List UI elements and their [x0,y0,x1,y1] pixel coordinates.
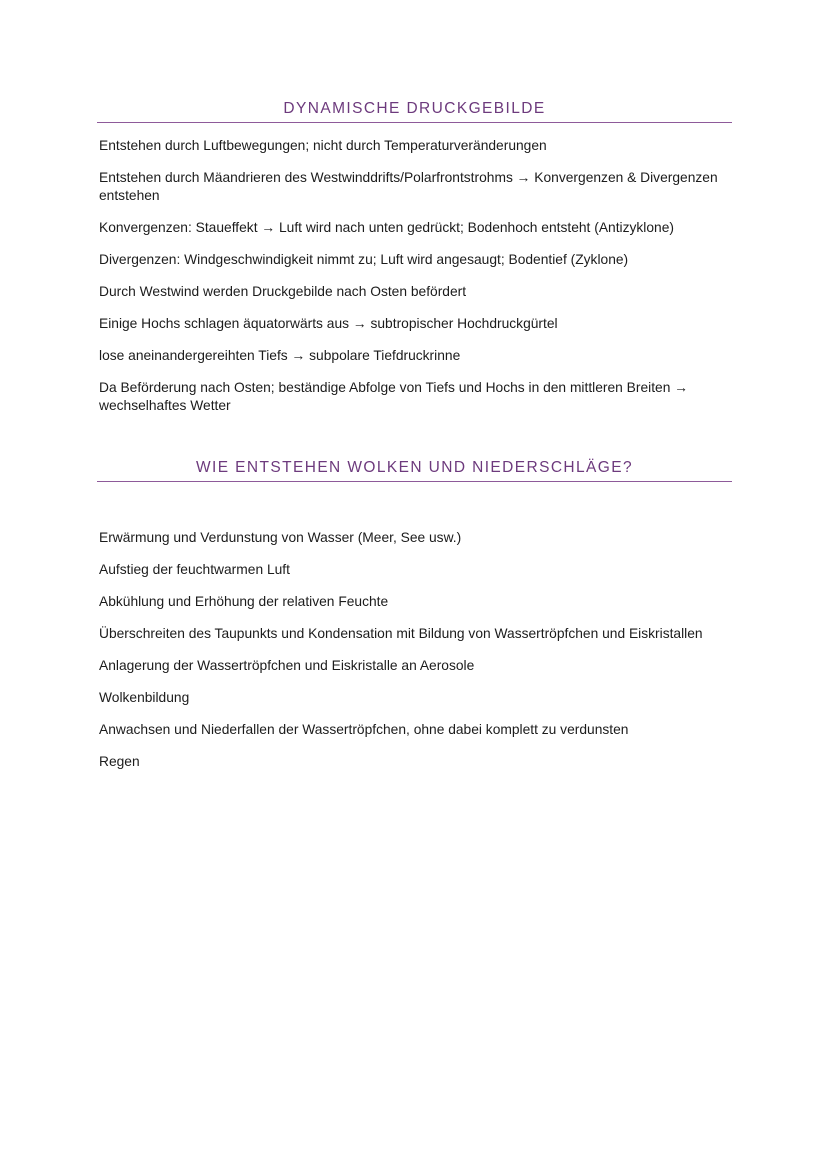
paragraph: Konvergenzen: Staueffekt → Luft wird nach unten gedrückt; Bodenhoch entsteht (Antizyklone) [99,220,674,235]
paragraph: Wolkenbildung [99,690,190,705]
paragraph: Einige Hochs schlagen äquatorwärts aus → subtropischer Hochdruckgürtel [99,316,558,331]
paragraph: Abkühlung und Erhöhung der relativen Feuchte [99,594,389,609]
paragraph: Entstehen durch Mäandrieren des Westwinddrifts/Polarfrontstrohms → Konvergenzen & Divergenzen entstehen [99,170,718,203]
paragraph: Anlagerung der Wassertröpfchen und Eiskristalle an Aerosole [99,658,475,673]
paragraph: Entstehen durch Luftbewegungen; nicht durch Temperaturveränderungen [99,138,547,153]
paragraph: Überschreiten des Taupunkts und Kondensation mit Bildung von Wassertröpfchen und Eiskristallen [99,626,703,641]
paragraph: Anwachsen und Niederfallen der Wassertröpfchen, ohne dabei komplett zu verdunsten [99,722,629,737]
section-2-paragraphs [99,529,732,785]
paragraph: lose aneinandergereihten Tiefs → subpolare Tiefdruckrinne [99,348,461,363]
section-heading-wolken-niederschlaege: WIE ENTSTEHEN WOLKEN UND NIEDERSCHLÄGE? [97,459,732,482]
section-heading-dynamische-druckgebilde: DYNAMISCHE DRUCKGEBILDE [97,100,732,123]
paragraph: Aufstieg der feuchtwarmen Luft [99,562,290,577]
paragraph: Durch Westwind werden Druckgebilde nach Osten befördert [99,284,467,299]
paragraph: Erwärmung und Verdunstung von Wasser (Meer, See usw.) [99,530,462,545]
paragraph: Divergenzen: Windgeschwindigkeit nimmt zu; Luft wird angesaugt; Bodentief (Zyklone) [99,252,629,267]
paragraph: Regen [99,754,140,769]
paragraph: Da Beförderung nach Osten; beständige Abfolge von Tiefs und Hochs in den mittleren Breiten → wechselhaftes Wetter [99,380,689,413]
section-1-paragraphs [99,137,732,429]
